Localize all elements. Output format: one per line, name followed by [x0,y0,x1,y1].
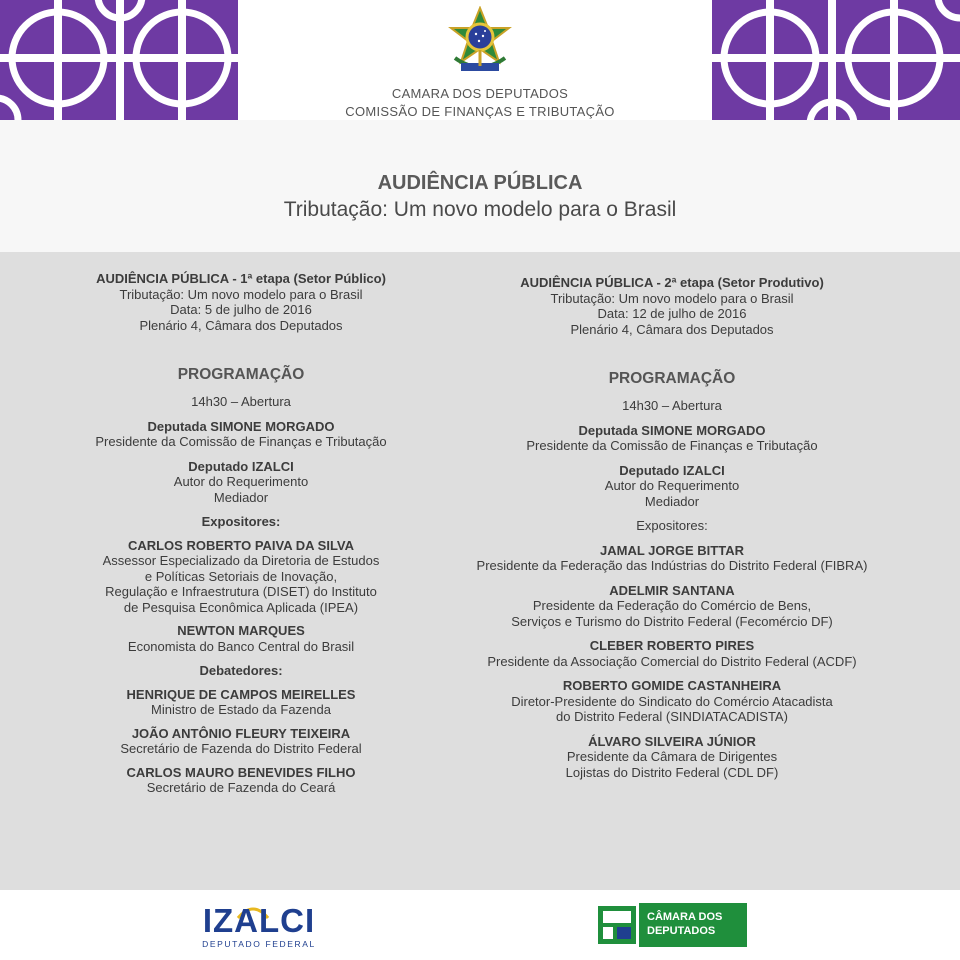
decorative-pattern-right [712,0,960,120]
page-subtitle: Tributação: Um novo modelo para o Brasil [283,198,677,221]
speaker-name: NEWTON MARQUES [177,623,305,638]
stage-theme: Tributação: Um novo modelo para o Brasil [550,290,794,306]
stage-place: Plenário 4, Câmara dos Deputados [570,321,774,337]
stage-date: Data: 5 de julho de 2016 [170,302,312,317]
camara-logo-line1: CÂMARA DOS [647,911,723,923]
host-role: Autor do Requerimento [173,474,309,489]
stage-place: Plenário 4, Câmara dos Deputados [139,317,343,333]
speaker-name: CARLOS ROBERTO PAIVA DA SILVA [127,537,355,553]
camara-mark-icon [595,903,639,947]
host-name: Deputada SIMONE MORGADO [147,418,335,434]
title-band [0,120,960,252]
izalci-logo-tagline: DEPUTADO FEDERAL [202,939,316,949]
stage-heading: AUDIÊNCIA PÚBLICA - 1ª etapa (Setor Público) [96,271,386,286]
footer [0,890,960,960]
speaker-role: Presidente da Câmara de Dirigentes [566,749,778,764]
debaters-title: Debatedores: [199,663,283,678]
host-name: Deputado IZALCI [619,462,725,478]
stage-1-column [40,271,442,796]
speaker-role: Economista do Banco Central do Brasil [127,638,355,654]
program-title: PROGRAMAÇÃO [177,366,305,383]
host-role: Autor do Requerimento [604,478,740,493]
opening-time: 14h30 – Abertura [622,398,722,413]
speaker-role: Serviços e Turismo do Distrito Federal (Fecomércio DF) [511,613,833,629]
speaker-role: Diretor-Presidente do Sindicato do Comércio Atacadista [511,693,833,709]
speaker-name: CLEBER ROBERTO PIRES [589,638,755,653]
commission-name: COMISSÃO DE FINANÇAS E TRIBUTAÇÃO [345,104,615,119]
speaker-role: Assessor Especializado da Diretoria de Estudos [102,553,380,568]
speakers-title: Expositores: [201,514,281,529]
host-name: Deputada SIMONE MORGADO [578,422,766,438]
camara-logo-text [647,910,745,938]
debater-role: Ministro de Estado da Fazenda [151,702,331,717]
speaker-role: e Políticas Setoriais de Inovação, [144,568,338,584]
izalci-logo [198,904,320,948]
speaker-role: Regulação e Infraestrutura (DISET) do Instituto [105,584,377,599]
debater-name: CARLOS MAURO BENEVIDES FILHO [126,764,356,780]
stage-2-column [470,275,874,780]
debater-role: Secretário de Fazenda do Ceará [146,780,336,795]
speakers-title: Expositores: [636,518,708,533]
stage-theme: Tributação: Um novo modelo para o Brasil [119,286,363,302]
opening-time: 14h30 – Abertura [191,394,291,409]
organization-name: CAMARA DOS DEPUTADOS [391,86,569,101]
debater-role: Secretário de Fazenda do Distrito Federal [120,741,362,756]
host-role: Mediador [213,489,269,505]
camara-logo [595,903,747,947]
header [0,0,960,120]
program-title: PROGRAMAÇÃO [608,370,736,387]
izalci-logo-text: IZALCI [202,902,316,939]
speaker-role: Lojistas do Distrito Federal (CDL DF) [565,764,779,780]
host-role: Presidente da Comissão de Finanças e Tributação [526,438,818,453]
brazil-coat-of-arms-icon [441,6,519,78]
stage-date: Data: 12 de julho de 2016 [597,306,747,321]
speaker-role: do Distrito Federal (SINDIATACADISTA) [556,709,788,724]
host-role: Presidente da Comissão de Finanças e Tributação [95,434,387,449]
speaker-role: Presidente da Associação Comercial do Distrito Federal (ACDF) [487,653,857,669]
speaker-role: Presidente da Federação do Comércio de Bens, [532,598,812,613]
page-title: AUDIÊNCIA PÚBLICA [377,172,583,194]
speaker-name: JAMAL JORGE BITTAR [600,542,744,558]
stage-heading: AUDIÊNCIA PÚBLICA - 2ª etapa (Setor Produtivo) [520,275,824,290]
program-panel [0,252,960,890]
speaker-role: de Pesquisa Econômica Aplicada (IPEA) [123,599,359,615]
host-name: Deputado IZALCI [188,458,294,474]
speaker-name: ROBERTO GOMIDE CASTANHEIRA [562,678,782,693]
debater-name: JOÃO ANTÔNIO FLEURY TEIXEIRA [131,725,351,741]
speaker-name: ADELMIR SANTANA [609,582,735,598]
host-role: Mediador [644,493,700,509]
speaker-role: Presidente da Federação das Indústrias do Distrito Federal (FIBRA) [476,558,868,573]
debater-name: HENRIQUE DE CAMPOS MEIRELLES [126,686,356,702]
camara-logo-line2: DEPUTADOS [647,925,716,937]
speaker-name: ÁLVARO SILVEIRA JÚNIOR [588,733,756,749]
decorative-pattern-left [0,0,238,120]
